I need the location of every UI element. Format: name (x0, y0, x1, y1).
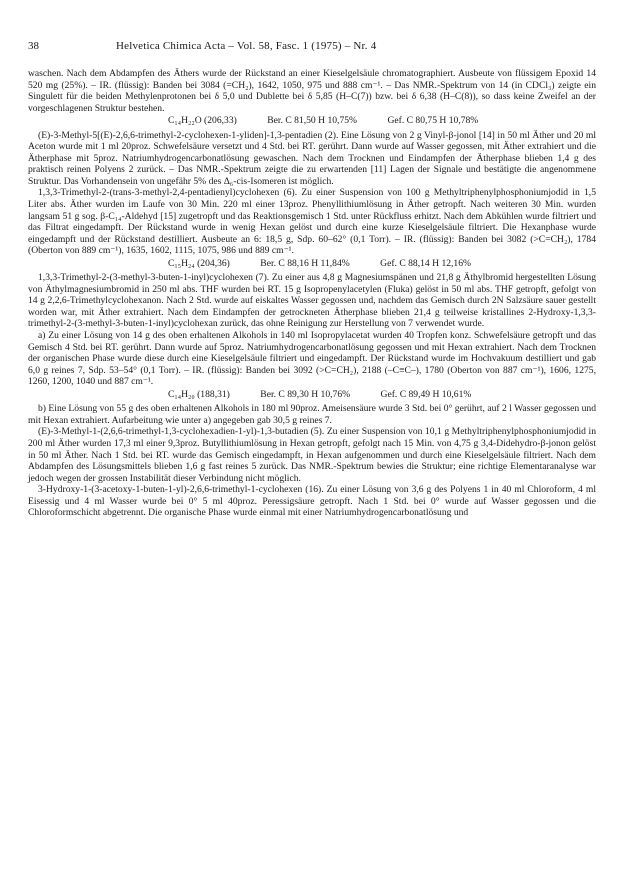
page-number: 38 (28, 40, 39, 52)
paragraph-compound-6: 1,3,3-Trimethyl-2-(trans-3-methyl-2,4-pentadienyl)cyclohexen (6). Zu einer Suspension von 100 g Methyltriphenylphosphoniumjodid in 1,5 Liter abs. Äther wurden im Laufe von 30 Min. 220 ml einer 13proz. Phenyllithiumlösung in Äther getropft. Nach weiteren 30 Min. wurden langsam 51 g sog. β-C₁₄-Aldehyd [15] zugetropft und das Reaktionsgemisch 1 Std. unter Rückfluss erhitzt. Nach dem Abkühlen wurde filtriert und das Filtrat eingedampft. Der Rückstand wurde in wenig Hexan gelöst und durch eine kurze Kieselgelsäule filtriert. Die Hexanphase wurde eingedampft und der Rückstand destilliert. Ausbeute an 6: 18,5 g, Sdp. 60–62° (0,1 Torr). – IR. (flüssig): Banden bei 3082 (>C=CH₂), 1784 (Oberton von 889 cm⁻¹), 1635, 1602, 1115, 1075, 986 und 889 cm⁻¹. (28, 187, 596, 257)
elemental-analysis-14 (28, 115, 596, 127)
found-values: Gef. C 80,75 H 10,78% (387, 115, 479, 127)
paragraph-compound-7: 1,3,3-Trimethyl-2-(3-methyl-3-buten-1-inyl)cyclohexen (7). Zu einer aus 4,8 g Magnesiumspänen und 21,8 g Äthylbromid hergestellten Lösung von Äthylmagnesiumbromid in 250 ml abs. THF wurden bei RT. 15 g Isopropenylacetylen (Fluka) gelöst in 50 ml abs. THF getropft, gefolgt von 14 g 2,2,6-Trimethylcyclohexanon. Nach 2 Std. wurde auf eiskaltes Wasser gegossen und, nachdem das Gemisch durch 2N Salzsäure sauer gestellt worden war, mit Äther extrahiert. Nach dem Eindampfen der getrockneten Ätherphase blieben 21,4 g teilweise kristallines 2-Hydroxy-1,3,3-trimethyl-2-(3-methyl-3-buten-1-inyl)cyclohexan zurück, das ohne Reinigung zur Herstellung von 7 verwendet wurde. (28, 272, 596, 330)
found-values: Gef. C 89,49 H 10,61% (380, 388, 472, 400)
paragraph-compound-2: (E)-3-Methyl-5[(E)-2,6,6-trimethyl-2-cyclohexen-1-yliden]-1,3-pentadien (2). Eine Lösung von 2 g Vinyl-β-jonol [14] in 50 ml Äther und 20 ml Aceton wurde mit 1 ml 20proz. Schwefelsäure versetzt und 4 Std. bei RT. gerührt. Dann wurde auf Wasser gegossen, mit Äther extrahiert und die Ätherphase mit 5proz. Natriumhydrogencarbonatlösung gewaschen. Nach dem Trocknen und Eindampfen der Ätherphase blieben 1,4 g des praktisch reinen Polyens 2 zurück. – Das NMR.-Spektrum zeigte die zu erwartenden [11] Lagen der Signale und bestätigte die angenommene Struktur. Das Vorhandensein von ungefähr 5% des Δ₆-cis-Isomeren ist möglich. (28, 129, 596, 187)
paragraph-continuation: waschen. Nach dem Abdampfen des Äthers wurde der Rückstand an einer Kieselgelsäule chromatographiert. Ausbeute von flüssigem Epoxid 14 520 mg (25%). – IR. (flüssig): Banden bei 3084 (=CH₂), 1642, 1050, 975 und 888 cm⁻¹. – Das NMR.-Spektrum von 14 (in CDCl₃) zeigte ein Singulett für die beiden Methylenprotonen bei δ 5,0 und Dublette bei δ 5,85 (H–C(7)) bzw. bei δ 6,38 (H–C(8)), so dass keine Zweifel an der vorgeschlagenen Struktur bestehen. (28, 68, 596, 114)
molecular-formula: C₁₄H₂₀ (188,31) (168, 388, 230, 400)
paragraph-compound-5: (E)-3-Methyl-1-(2,6,6-trimethyl-1,3-cyclohexadien-1-yl)-1,3-butadien (5). Zu einer Suspension von 10,1 g Methyltriphenylphosphoniumjodid in 200 ml Äther wurden 17,3 ml einer 9,3proz. Butyllithiumlösung in Hexan getropft, gefolgt nach 15 Min. von 4,75 g 3,4-Didehydro-β-jonon gelöst in 50 ml Äther. Nach 1 Std. bei RT. wurde das Gemisch eingedampft, in Hexan aufgenommen und durch eine Kieselgelsäule filtriert. Nach dem Abdampfen des Lösungsmittels blieben 1,6 g fast reines 5 zurück. Das NMR.-Spektrum bewies die Struktur; eine richtige Elementaranalyse war jedoch wegen der grossen Instabilität dieser Verbindung nicht möglich. (28, 426, 596, 484)
page-header (28, 40, 596, 54)
calculated-values: Ber. C 88,16 H 11,84% (260, 257, 350, 269)
molecular-formula: C₁₅H₂₄ (204,36) (168, 257, 230, 269)
molecular-formula: C₁₄H₂₂O (206,33) (168, 115, 237, 127)
calculated-values: Ber. C 89,30 H 10,76% (260, 388, 351, 400)
found-values: Gef. C 88,14 H 12,16% (380, 257, 472, 269)
paragraph-method-b: b) Eine Lösung von 55 g des oben erhaltenen Alkohols in 180 ml 90proz. Ameisensäure wurde 3 Std. bei 0° gerührt, auf 2 l Wasser gegossen und mit Hexan extrahiert. Aufarbeitung wie unter a) angegeben gab 30,5 g reines 7. (28, 403, 596, 426)
elemental-analysis-6 (28, 258, 596, 270)
paragraph-compound-16: 3-Hydroxy-1-(3-acetoxy-1-buten-1-yl)-2,6,6-trimethyl-1-cyclohexen (16). Zu einer Lösung von 3,6 g des Polyens 1 in 40 ml Chloroform, 4 ml Eisessig und 4 ml Wasser wurde bei 0° 5 ml 40proz. Peressigsäure getropft. Nach 1 Std. bei 0° wurde auf Wasser gegossen und die Chloroformschicht abgetrennt. Die organische Phase wurde einmal mit einer Natriumhydrogencarbonatlösung und (28, 484, 596, 519)
paragraph-method-a: a) Zu einer Lösung von 14 g des oben erhaltenen Alkohols in 140 ml Isopropylacetat wurden 40 Tropfen konz. Schwefelsäure getropft und das Gemisch 4 Std. bei RT. gerührt. Dann wurde auf 5proz. Natriumhydrogencarbonatlösung gegossen und mit Hexan extrahiert. Nach dem Trocknen der organischen Phase wurde diese durch eine Kieselgelsäule filtriert und eingedampft. Der Rückstand wurde im Hochvakuum destilliert und gab 6,0 g reines 7, Sdp. 53–54° (0,1 Torr). – IR. (flüssig): Banden bei 3092 (>C=CH₂), 2188 (–C≡C–), 1780 (Oberton von 887 cm⁻¹), 1606, 1275, 1260, 1200, 1040 und 887 cm⁻¹. (28, 330, 596, 388)
elemental-analysis-7 (28, 389, 596, 401)
body-text (28, 68, 596, 519)
running-head: Helvetica Chimica Acta – Vol. 58, Fasc. 1 (1975) – Nr. 4 (116, 40, 377, 52)
calculated-values: Ber. C 81,50 H 10,75% (267, 115, 358, 127)
